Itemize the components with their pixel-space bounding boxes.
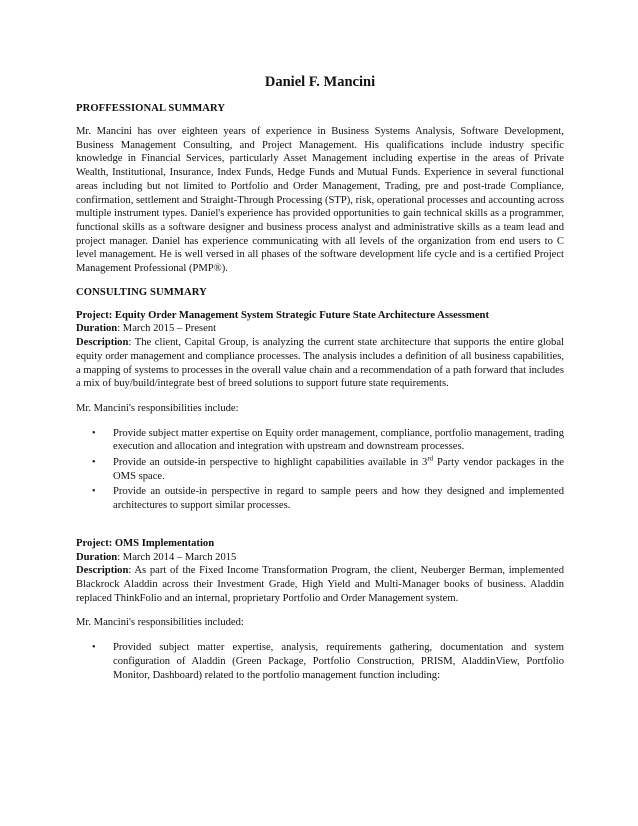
responsibilities-list <box>76 641 564 682</box>
project-2 <box>76 537 564 682</box>
responsibilities-list <box>76 427 564 513</box>
project-title: Project: Equity Order Management System Strategic Future State Architecture Assessment <box>76 309 489 321</box>
project-description: Description: As part of the Fixed Income Transformation Program, the client, Neuberger Berman, implemented Blackrock Aladdin across their Investment Grade, High Yield and Multi-Manager books of business. Aladdin replaced ThinkFolio and an internal, proprietary Portfolio and Order Management system. <box>76 565 564 604</box>
list-item: • Provide subject matter expertise on Equity order management, compliance, portfolio management, trading execution and allocation and integration with upstream and downstream processes. <box>92 427 564 453</box>
list-item: • Provided subject matter expertise, analysis, requirements gathering, documentation and system configuration of Aladdin (Green Package, Portfolio Construction, PRISM, AladdinView, Portfolio Monitor, Dashboard) related to the portfolio management function including: <box>92 642 564 681</box>
summary-heading: PROFFESSIONAL SUMMARY <box>76 103 226 114</box>
project-description: Description: The client, Capital Group, is analyzing the current state architecture that supports the entire global equity order management and compliance processes. The analysis includes a definition of all business capabilities, a mapping of systems to processes in the overall value chain and a recommendation of a path forward that includes a mix of buy/build/integrate best of breed solutions to support future state requirements. <box>76 337 564 390</box>
project-1 <box>76 309 564 513</box>
candidate-name: Daniel F. Mancini <box>264 74 376 90</box>
responsibilities-intro: Mr. Mancini's responsibilities included: <box>76 617 244 629</box>
resume-page <box>76 74 564 684</box>
list-item: • Provide an outside-in perspective to highlight capabilities available in 3rd Party vendor packages in the OMS space. <box>92 454 565 482</box>
project-duration: Duration: March 2014 – March 2015 <box>76 551 237 563</box>
summary-paragraph: Mr. Mancini has over eighteen years of experience in Business Systems Analysis, Software Development, Business Management Consulting, and Project Management. His qualifications include industry specific knowledge in Financial Services, particularly Asset Management including expertise in the areas of Private Wealth, Institutional, Insurance, Index Funds, Hedge Funds and Mutual Funds. Experience in several functional areas including but not limited to Portfolio and Order Management, Trading, pre and post-trade Compliance, confirmation, settlement and Straight-Through Processing (STP), risk, operational processes and accounting across multiple instrument types. Daniel's experience has provided opportunities to gain technical skills as a programmer, functional skills as a software designer and business process analyst and administrative skills as a team lead and project manager. Daniel has experience communicating with all levels of the organization from end users to C level management. He is well versed in all phases of the software development life cycle and is a certified Project Management Professional (PMP®). <box>76 126 564 275</box>
list-item: • Provide an outside-in perspective in regard to sample peers and how they designed and implemented architectures to support similar processes. <box>92 486 564 512</box>
bullet-icon: • <box>92 486 96 498</box>
bullet-icon: • <box>92 427 96 439</box>
consulting-heading: CONSULTING SUMMARY <box>76 286 207 298</box>
responsibilities-intro: Mr. Mancini's responsibilities include: <box>76 402 239 414</box>
bullet-icon: • <box>92 457 96 469</box>
project-duration: Duration: March 2015 – Present <box>76 323 217 335</box>
project-title: Project: OMS Implementation <box>76 537 215 549</box>
bullet-icon: • <box>92 642 96 654</box>
